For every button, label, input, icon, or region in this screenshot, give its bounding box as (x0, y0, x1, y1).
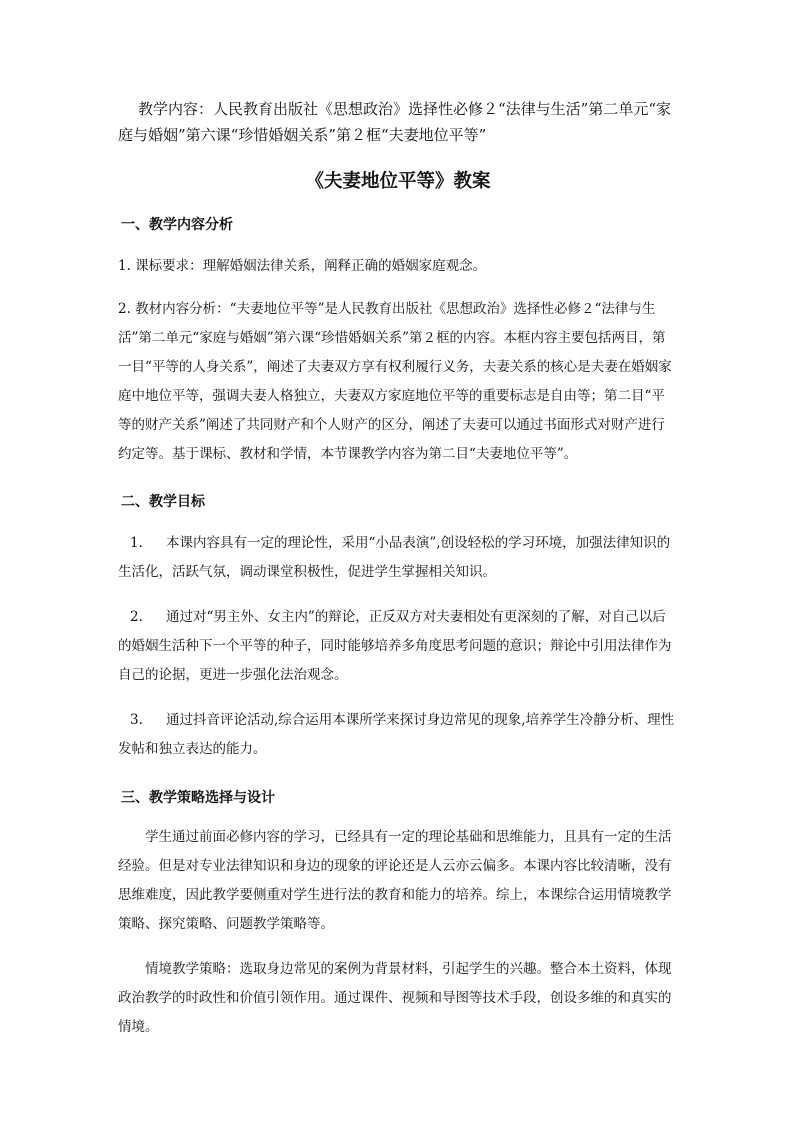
goal-number: 2. (130, 609, 143, 625)
goal-item (118, 529, 678, 587)
document-page (118, 96, 678, 1042)
goal-item (118, 706, 678, 764)
goal-number: 3. (130, 712, 143, 728)
goal-text: 本课内容具有一定的理论性，采用“小品表演”,创设轻松的学习环境，加强法律知识的生活化，活跃气氛，调动课堂积极性，促进学生掌握相关知识。 (118, 535, 671, 580)
section-heading-teaching-goals: 二、教学目标 (121, 494, 205, 510)
textbook-content-analysis: 2. 教材内容分析：“夫妻地位平等”是人民教育出版社《思想政治》选择性必修２“法律与生活”第二单元“家庭与婚姻”第六课“珍惜婚姻关系”第２框的内容。本框内容主要包括两目，第一目“平等的人身关系”，阐述了夫妻双方享有权利履行义务，夫妻关系的核心是夫妻在婚姻家庭中地位平等，强调夫妻人格独立，夫妻双方家庭地位平等的重要标志是自由等；第二目“平等的财产关系”阐述了共同财产和个人财产的区分，阐述了夫妻可以通过书面形式对财产进行约定等。基于课标、教材和学情，本节课教学内容为第二目“夫妻地位平等”。 (118, 301, 672, 462)
section-heading-content-analysis: 一、教学内容分析 (121, 217, 233, 233)
strategy-paragraph: 情境教学策略：选取身边常见的案例为背景材料，引起学生的兴趣。整合本土资料，体现政治教学的时政性和价值引领作用。通过课件、视频和导图等技术手段，创设多维的和真实的情境。 (118, 961, 672, 1035)
section-heading-strategy: 三、教学策略选择与设计 (121, 790, 275, 806)
curriculum-requirement: 1. 课标要求：理解婚姻法律关系，阐释正确的婚姻家庭观念。 (118, 258, 487, 274)
goal-text: 通过抖音评论活动,综合运用本课所学来探讨身边常见的现象,培养学生冷静分析、理性发帖和独立表达的能力。 (118, 712, 675, 757)
goal-number: 1. (130, 535, 143, 551)
document-title: 《夫妻地位平等》教案 (305, 171, 491, 192)
teaching-content-intro: 教学内容：人民教育出版社《思想政治》选择性必修２“法律与生活”第二单元“家庭与婚姻”第六课“珍惜婚姻关系”第２框“夫妻地位平等” (118, 100, 672, 144)
goal-item (118, 603, 678, 690)
strategy-paragraph: 学生通过前面必修内容的学习，已经具有一定的理论基础和思维能力，且具有一定的生活经验。但是对专业法律知识和身边的现象的评论还是人云亦云偏多。本课内容比较清晰，没有思维难度，因此教学要侧重对学生进行法的教育和能力的培养。综上，本课综合运用情境教学策略、探究策略、问题教学策略等。 (118, 829, 672, 932)
goal-text: 通过对“男主外、女主内”的辩论，正反双方对夫妻相处有更深刻的了解，对自己以后的婚姻生活种下一个平等的种子，同时能够培养多角度思考问题的意识；辩论中引用法律作为自己的论据，更进一步强化法治观念。 (118, 609, 672, 683)
